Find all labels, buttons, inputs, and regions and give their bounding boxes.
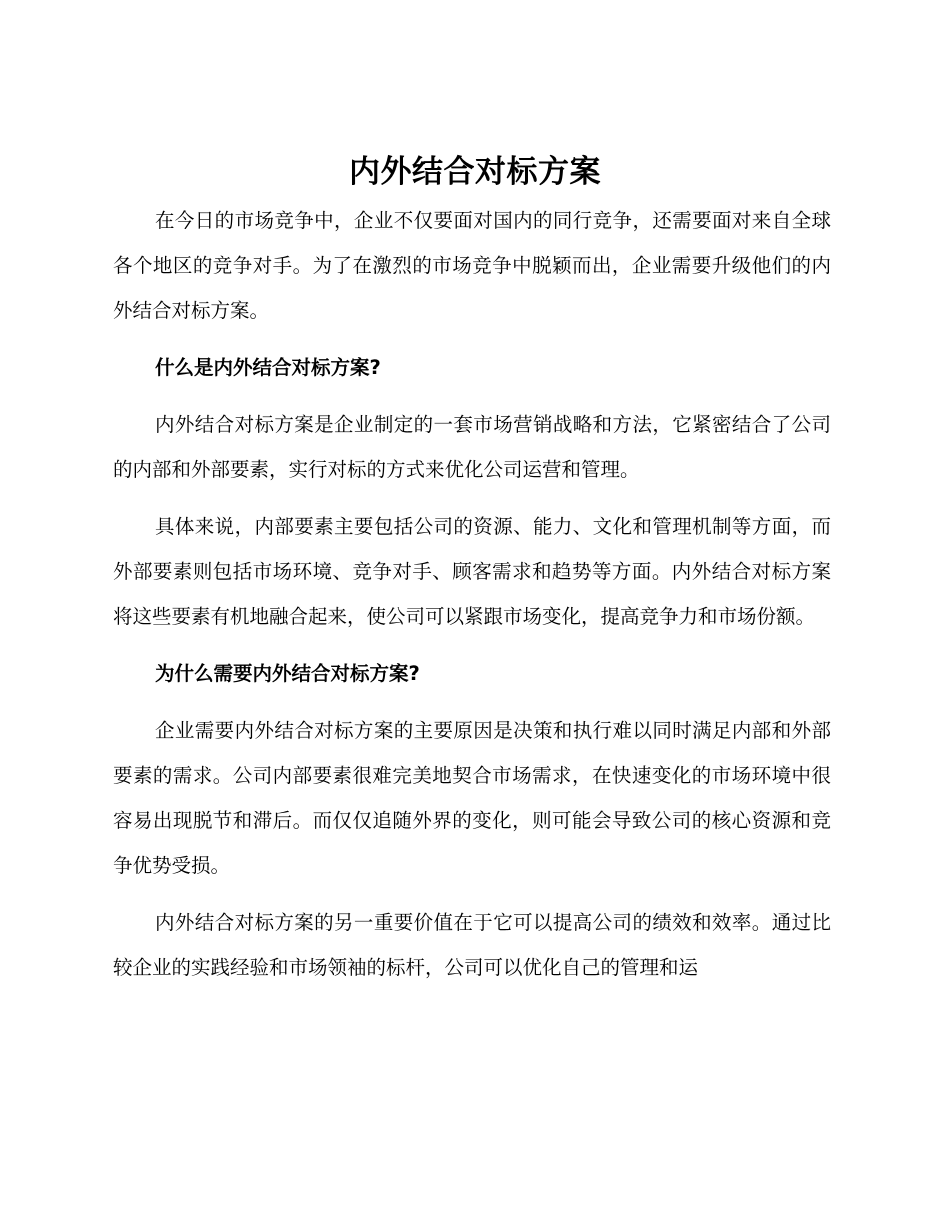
reason-paragraph: 企业需要内外结合对标方案的主要原因是决策和执行难以同时满足内部和外部要素的需求。公司内部要素很难完美地契合市场需求，在快速变化的市场环境中很容易出现脱节和滞后。而仅仅追随外界的变化，则可能会导致公司的核心资源和竞争优势受损。 xyxy=(113,719,831,877)
elements-paragraph: 具体来说，内部要素主要包括公司的资源、能力、文化和管理机制等方面，而外部要素则包括市场环境、竞争对手、顾客需求和趋势等方面。内外结合对标方案将这些要素有机地融合起来，使公司可以紧跟市场变化，提高竞争力和市场份额。 xyxy=(113,515,831,628)
definition-paragraph: 内外结合对标方案是企业制定的一套市场营销战略和方法，它紧密结合了公司的内部和外部要素，实行对标的方式来优化公司运营和管理。 xyxy=(113,413,831,481)
document-title: 内外结合对标方案 xyxy=(349,154,601,190)
intro-paragraph: 在今日的市场竞争中，企业不仅要面对国内的同行竞争，还需要面对来自全球各个地区的竞争对手。为了在激烈的市场竞争中脱颖而出，企业需要升级他们的内外结合对标方案。 xyxy=(113,209,831,322)
section-heading-why: 为什么需要内外结合对标方案? xyxy=(155,662,420,685)
section-heading-what: 什么是内外结合对标方案? xyxy=(155,356,381,379)
document-body xyxy=(113,198,831,1002)
value-paragraph: 内外结合对标方案的另一重要价值在于它可以提高公司的绩效和效率。通过比较企业的实践经验和市场领袖的标杆，公司可以优化自己的管理和运 xyxy=(113,911,831,979)
